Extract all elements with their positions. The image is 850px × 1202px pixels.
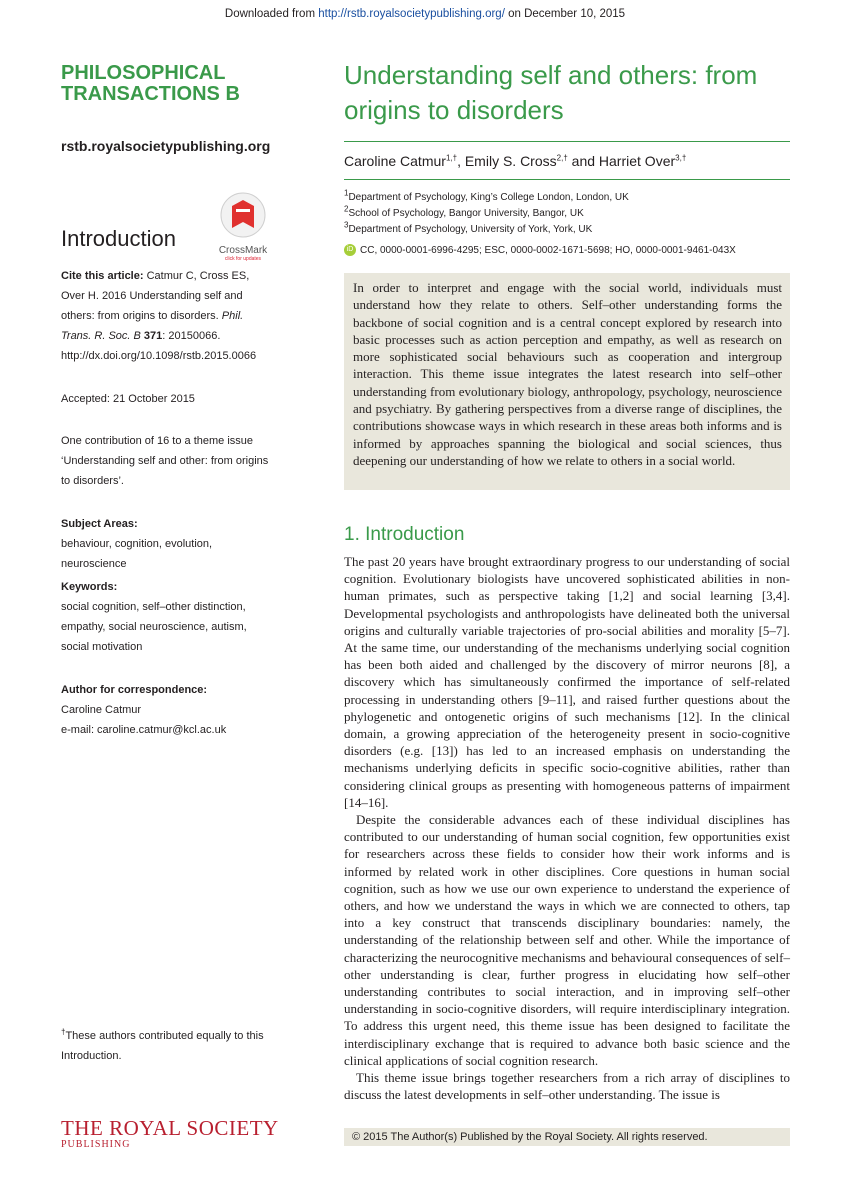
orcid-text: CC, 0000-0001-6996-4295; ESC, 0000-0002-1671-5698; HO, 0000-0001-9461-043X [360, 244, 736, 256]
publisher-subname: PUBLISHING [61, 1139, 131, 1150]
abstract-box: In order to interpret and engage with the social world, individuals must understand how they relate to others. Self–other understanding forms the backbone of social cognition and is a central concept explored by research into basic processes such as action perception and empathy, as well as research on more sophisticated social behaviours such as cooperation and intergroup interaction. This theme issue integrates the latest research into self–other understanding from evolutionary biology, anthropology, psychology, neuroscience and psychiatry. By gathering perspectives from a diverse range of disciplines, the contributions showcase ways in which research in these areas both informs and is informed by approaches spanning the biological and social sciences, thus deepening our understanding of how we relate to others in a social world. [344, 273, 790, 490]
affiliations [344, 190, 629, 238]
citation-block [61, 266, 276, 366]
affiliation-item [344, 190, 629, 206]
affiliation-item [344, 206, 629, 222]
correspondence-name: Caroline Catmur [61, 704, 142, 716]
citation-volume: 371 [140, 330, 163, 342]
crossmark-icon [213, 192, 273, 238]
citation-label: Cite this article: [61, 270, 144, 282]
author-divider [344, 179, 790, 180]
section-heading: 1. Introduction [344, 524, 465, 545]
footnote-text: These authors contributed equally to this Introduction. [61, 1030, 264, 1062]
journal-name-line1: PHILOSOPHICAL [61, 62, 226, 84]
author-name: Harriet Over [598, 153, 676, 169]
publisher-logo [61, 1117, 279, 1150]
footnote [61, 1026, 271, 1066]
theme-issue-note: One contribution of 16 to a theme issue ‘Understanding self and other: from origins to disorders’. [61, 435, 269, 487]
journal-site-link[interactable]: rstb.royalsocietypublishing.org [61, 138, 271, 154]
keywords [61, 577, 276, 657]
affiliation-text: Department of Psychology, King’s College London, London, UK [348, 192, 629, 203]
citation-pages: : 20150066. [162, 330, 221, 342]
citation-doi-link[interactable]: http://dx.doi.org/10.1098/rstb.2015.0066 [61, 350, 257, 362]
accepted-date: Accepted: 21 October 2015 [61, 393, 195, 405]
citation-text: Catmur C, Cross ES, Over H. 2016 Understanding self and others: from origins to disorders. [61, 270, 250, 322]
journal-name [61, 63, 301, 105]
author-affiliation-mark: 3,† [675, 153, 687, 163]
keywords-line: social cognition, self–other distinction, [61, 601, 246, 613]
affiliation-num: 2 [344, 204, 349, 214]
orcid-line [344, 244, 736, 256]
article-title: Understanding self and others: from origins to disorders [344, 60, 758, 125]
paragraph: The past 20 years have brought extraordinary progress to our understanding of social cognition. Evolutionary biologists have uncovered sophisticated abilities in non-human primates, such as perspective taking [1,2] and social learning [3,4]. Developmental psychologists and anthropologists have delineated both the universal origins and culturally variable trajectories of pro-social abilities and morality [5–7]. At the same time, our understanding of the mechanisms underlying social cognition has been both aided and challenged by the discovery of mirror neurons [8], a discovery which has simultaneously confirmed the importance of self-related processing in understanding others [9–11], and raised further questions about the phylogenetic and ontogenetic origins of such mechanisms [12]. In the clinical domain, a growing appreciation of the heterogeneity present in socio-cognitive disorders (e.g. [13]) has led to an increased emphasis on understanding the mechanisms underlying deficits in specific socio-cognitive abilities, rather than considering clinical groups as presenting with homogeneous patterns of impairment [14–16]. [344, 554, 790, 810]
crossmark-badge[interactable] [213, 192, 273, 262]
paragraph: Despite the considerable advances each of these individual disciplines has contributed to our understanding of human social cognition, few opportunities exist for researchers across these fields to consider how their work informs and is informed by related work in other disciplines. Core questions in human social cognition, such as how we use our own experience to understand the experience of others, and how we understand the ways in which we are connected to others, tap into a key construct that transcends disciplinary boundaries: namely, the understanding of the relationship between self and other. While the importance of characterizing the neurocognitive mechanisms and behavioural consequences of self–other understanding is clear, further progress in elucidating how self–other understanding contributes to social interaction, and in improving self–other understanding in socio-cognitive disorders, will require interdisciplinary integration. To address this urgent need, this theme issue has been designed to facilitate the interdisciplinary exchange that is required to advance both basic science and the clinical applications of social cognition research. [344, 812, 790, 1068]
keywords-label: Keywords: [61, 581, 118, 593]
keywords-line: social motivation [61, 641, 143, 653]
keywords-line: empathy, social neuroscience, autism, [61, 621, 247, 633]
download-prefix: Downloaded from [224, 8, 319, 20]
author-list: Caroline Catmur$^{1,\dagger}$, Emily S. Cross$^{2,\dagger}$ and Harriet Over$^{3,\dagger}$ [344, 153, 687, 169]
download-url-link[interactable]: http://rstb.royalsocietypublishing.org/ [318, 8, 505, 20]
subject-areas-text: behaviour, cognition, evolution, neuroscience [61, 538, 213, 570]
journal-name-line2: TRANSACTIONS B [61, 83, 240, 105]
paragraph: This theme issue brings together researchers from a rich array of disciplines to discuss the latest developments in self–other understanding. The issue is [344, 1070, 790, 1103]
author-name: Emily S. Cross [464, 153, 557, 169]
correspondence-label: Author for correspondence: [61, 684, 208, 696]
affiliation-item [344, 222, 629, 238]
citation-journal: Phil. Trans. R. Soc. B [61, 310, 244, 342]
author-name: Caroline Catmur [344, 153, 446, 169]
correspondence [61, 680, 276, 740]
download-notice [0, 8, 850, 20]
copyright-bar: © 2015 The Author(s) Published by the Royal Society. All rights reserved. [344, 1128, 790, 1146]
affiliation-num: 3 [344, 220, 349, 230]
author-affiliation-mark: 2,† [556, 153, 568, 163]
crossmark-label: CrossMark [218, 245, 268, 256]
title-divider [344, 141, 790, 142]
author-affiliation-mark: 1,† [445, 153, 458, 163]
affiliation-text: Department of Psychology, University of York, York, UK [348, 224, 593, 235]
subject-areas-label: Subject Areas: [61, 518, 138, 530]
publisher-name: THE ROYAL SOCIETY [61, 1116, 279, 1140]
correspondence-email-link[interactable]: e-mail: caroline.catmur@kcl.ac.uk [61, 724, 227, 736]
body-text [344, 553, 790, 1104]
crossmark-sublabel: click for updates [224, 256, 262, 262]
orcid-icon[interactable]: iD [344, 244, 356, 256]
affiliation-num: 1 [344, 188, 349, 198]
download-suffix: on December 10, 2015 [504, 8, 626, 20]
article-type-heading: Introduction [61, 226, 176, 251]
affiliation-text: School of Psychology, Bangor University, Bangor, UK [348, 208, 584, 219]
subject-areas [61, 514, 276, 574]
footnote-mark: † [61, 1027, 66, 1037]
